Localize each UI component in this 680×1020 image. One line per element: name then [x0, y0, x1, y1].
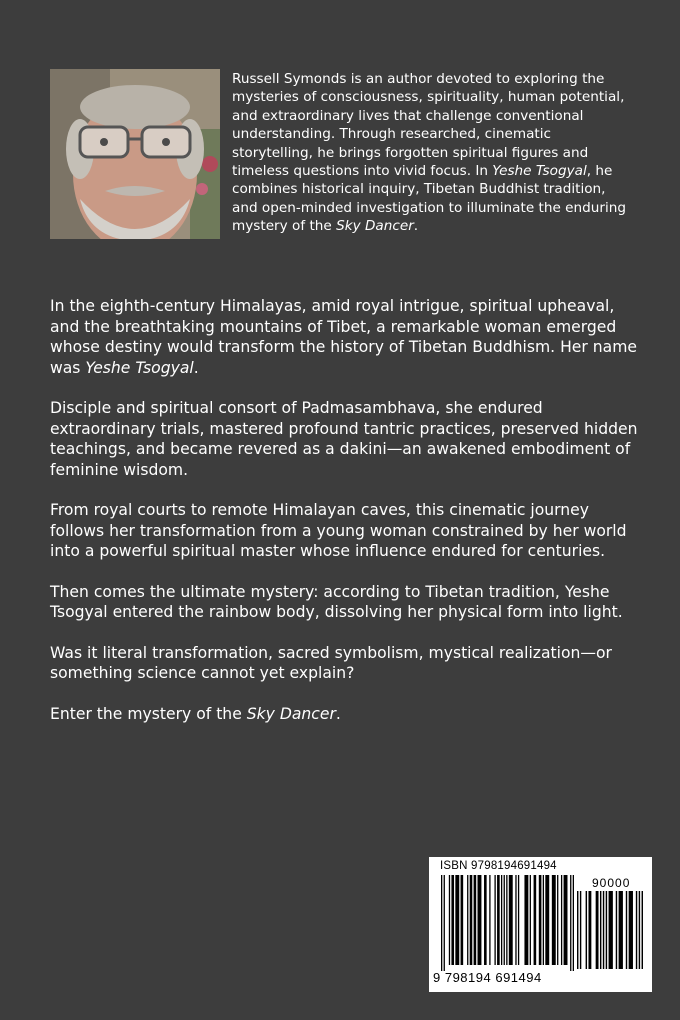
- barcode-bar: [455, 875, 459, 965]
- barcode-bar: [564, 875, 568, 965]
- barcode-bar: [449, 875, 450, 965]
- barcode-bar: [524, 875, 528, 965]
- barcode-bar: [557, 875, 558, 965]
- barcode-bar: [642, 891, 643, 969]
- barcode-bar: [573, 875, 574, 971]
- barcode-bar: [444, 875, 445, 971]
- barcode-bar: [461, 875, 464, 965]
- barcode-bar: [626, 891, 627, 969]
- barcode-bar: [600, 891, 601, 969]
- barcode-bar: [501, 875, 502, 965]
- barcode-bar: [470, 875, 473, 965]
- text-run: , he combines historical inquiry, Tibetan Buddhist tradition, and open-minded investigation to illuminate the enduring mystery of the: [232, 163, 626, 235]
- barcode-bar: [467, 875, 468, 965]
- isbn-barcode-block: [429, 857, 652, 992]
- barcode-bar: [484, 875, 487, 965]
- text-run: Then comes the ultimate mystery: according to Tibetan tradition, Yeshe Tsogyal entered the rainbow body, dissolving her physical form into light.: [50, 582, 623, 621]
- barcode-bar: [580, 891, 581, 969]
- description-paragraph: [50, 500, 640, 562]
- barcode-bar: [609, 891, 613, 969]
- addon-barcode: [577, 891, 643, 971]
- barcode-bar: [497, 875, 500, 965]
- isbn-digits: 9 798194 691494: [433, 970, 542, 985]
- author-photo: [50, 69, 220, 239]
- text-run: In the eighth-century Himalayas, amid royal intrigue, spiritual upheaval, and the breathtaking mountains of Tibet, a remarkable woman emerged whose destiny would transform the history of Tibetan Buddhism. Her name was: [50, 297, 637, 377]
- author-bio: [232, 70, 632, 236]
- author-portrait-icon: [50, 69, 220, 239]
- isbn-label: ISBN 9798194691494: [440, 860, 557, 872]
- description-paragraph: [50, 643, 640, 684]
- description-paragraph: [50, 296, 640, 378]
- italic-title: Sky Dancer: [336, 218, 414, 235]
- barcode-bar: [534, 875, 537, 965]
- price-code: 90000: [592, 876, 631, 890]
- barcode-bar: [509, 875, 513, 965]
- description-paragraph: [50, 398, 640, 480]
- text-run: From royal courts to remote Himalayan caves, this cinematic journey follows her transformation from a young woman constrained by her world into a powerful spiritual master whose influence endured for centuries.: [50, 501, 627, 560]
- barcode-bar: [474, 875, 477, 965]
- barcode-bar: [603, 891, 604, 969]
- barcode-bar: [606, 891, 607, 969]
- barcode-bar: [504, 875, 505, 965]
- ean-barcode: [441, 875, 574, 971]
- description-paragraph: [50, 582, 640, 623]
- text-run: Russell Symonds is an author devoted to exploring the mysteries of consciousness, spirituality, human potential, and extraordinary lives that challenge conventional understanding. Through researched, cinematic storytelling, he brings forgotten spiritual figures and timeless questions into vivid focus. In: [232, 71, 625, 180]
- italic-title: Sky Dancer: [246, 704, 336, 723]
- barcode-bar: [588, 891, 591, 969]
- italic-title: Yeshe Tsogyal: [492, 163, 587, 180]
- text-run: Was it literal transformation, sacred symbolism, mystical realization—or something science cannot yet explain?: [50, 643, 612, 682]
- text-run: .: [413, 218, 419, 235]
- barcode-bar: [441, 875, 442, 971]
- book-description: [50, 296, 640, 724]
- barcode-bar: [639, 891, 640, 969]
- text-run: Disciple and spiritual consort of Padmasambhava, she endured extraordinary trials, mastered profound tantric practices, preserved hidden teachings, and became revered as a dakini—an awakened embodiment of feminine wisdom.: [50, 399, 638, 479]
- text-run: .: [335, 704, 341, 723]
- barcode-bar: [545, 875, 549, 965]
- barcode-bar: [586, 891, 587, 969]
- barcode-bar: [506, 875, 507, 965]
- barcode-bar: [494, 875, 495, 965]
- barcode-bar: [552, 875, 556, 965]
- barcode-bar: [515, 875, 516, 965]
- barcode-bar: [539, 875, 542, 965]
- text-run: .: [193, 358, 199, 377]
- barcode-bar: [596, 891, 599, 969]
- barcode-bar: [577, 891, 578, 969]
- text-run: Enter the mystery of the: [50, 704, 247, 723]
- barcode-bar: [561, 875, 562, 965]
- barcode-bar: [570, 875, 571, 971]
- barcode-bar: [543, 875, 544, 965]
- barcode-bar: [629, 891, 633, 969]
- barcode-bar: [451, 875, 454, 965]
- barcode-bar: [619, 891, 623, 969]
- description-paragraph: [50, 704, 640, 725]
- italic-title: Yeshe Tsogyal: [85, 358, 194, 377]
- barcode-bar: [489, 875, 490, 965]
- barcode-bar: [478, 875, 482, 965]
- barcode-bar: [518, 875, 519, 965]
- barcode-bar: [616, 891, 617, 969]
- barcode-bar: [530, 875, 531, 965]
- barcode-bar: [636, 891, 637, 969]
